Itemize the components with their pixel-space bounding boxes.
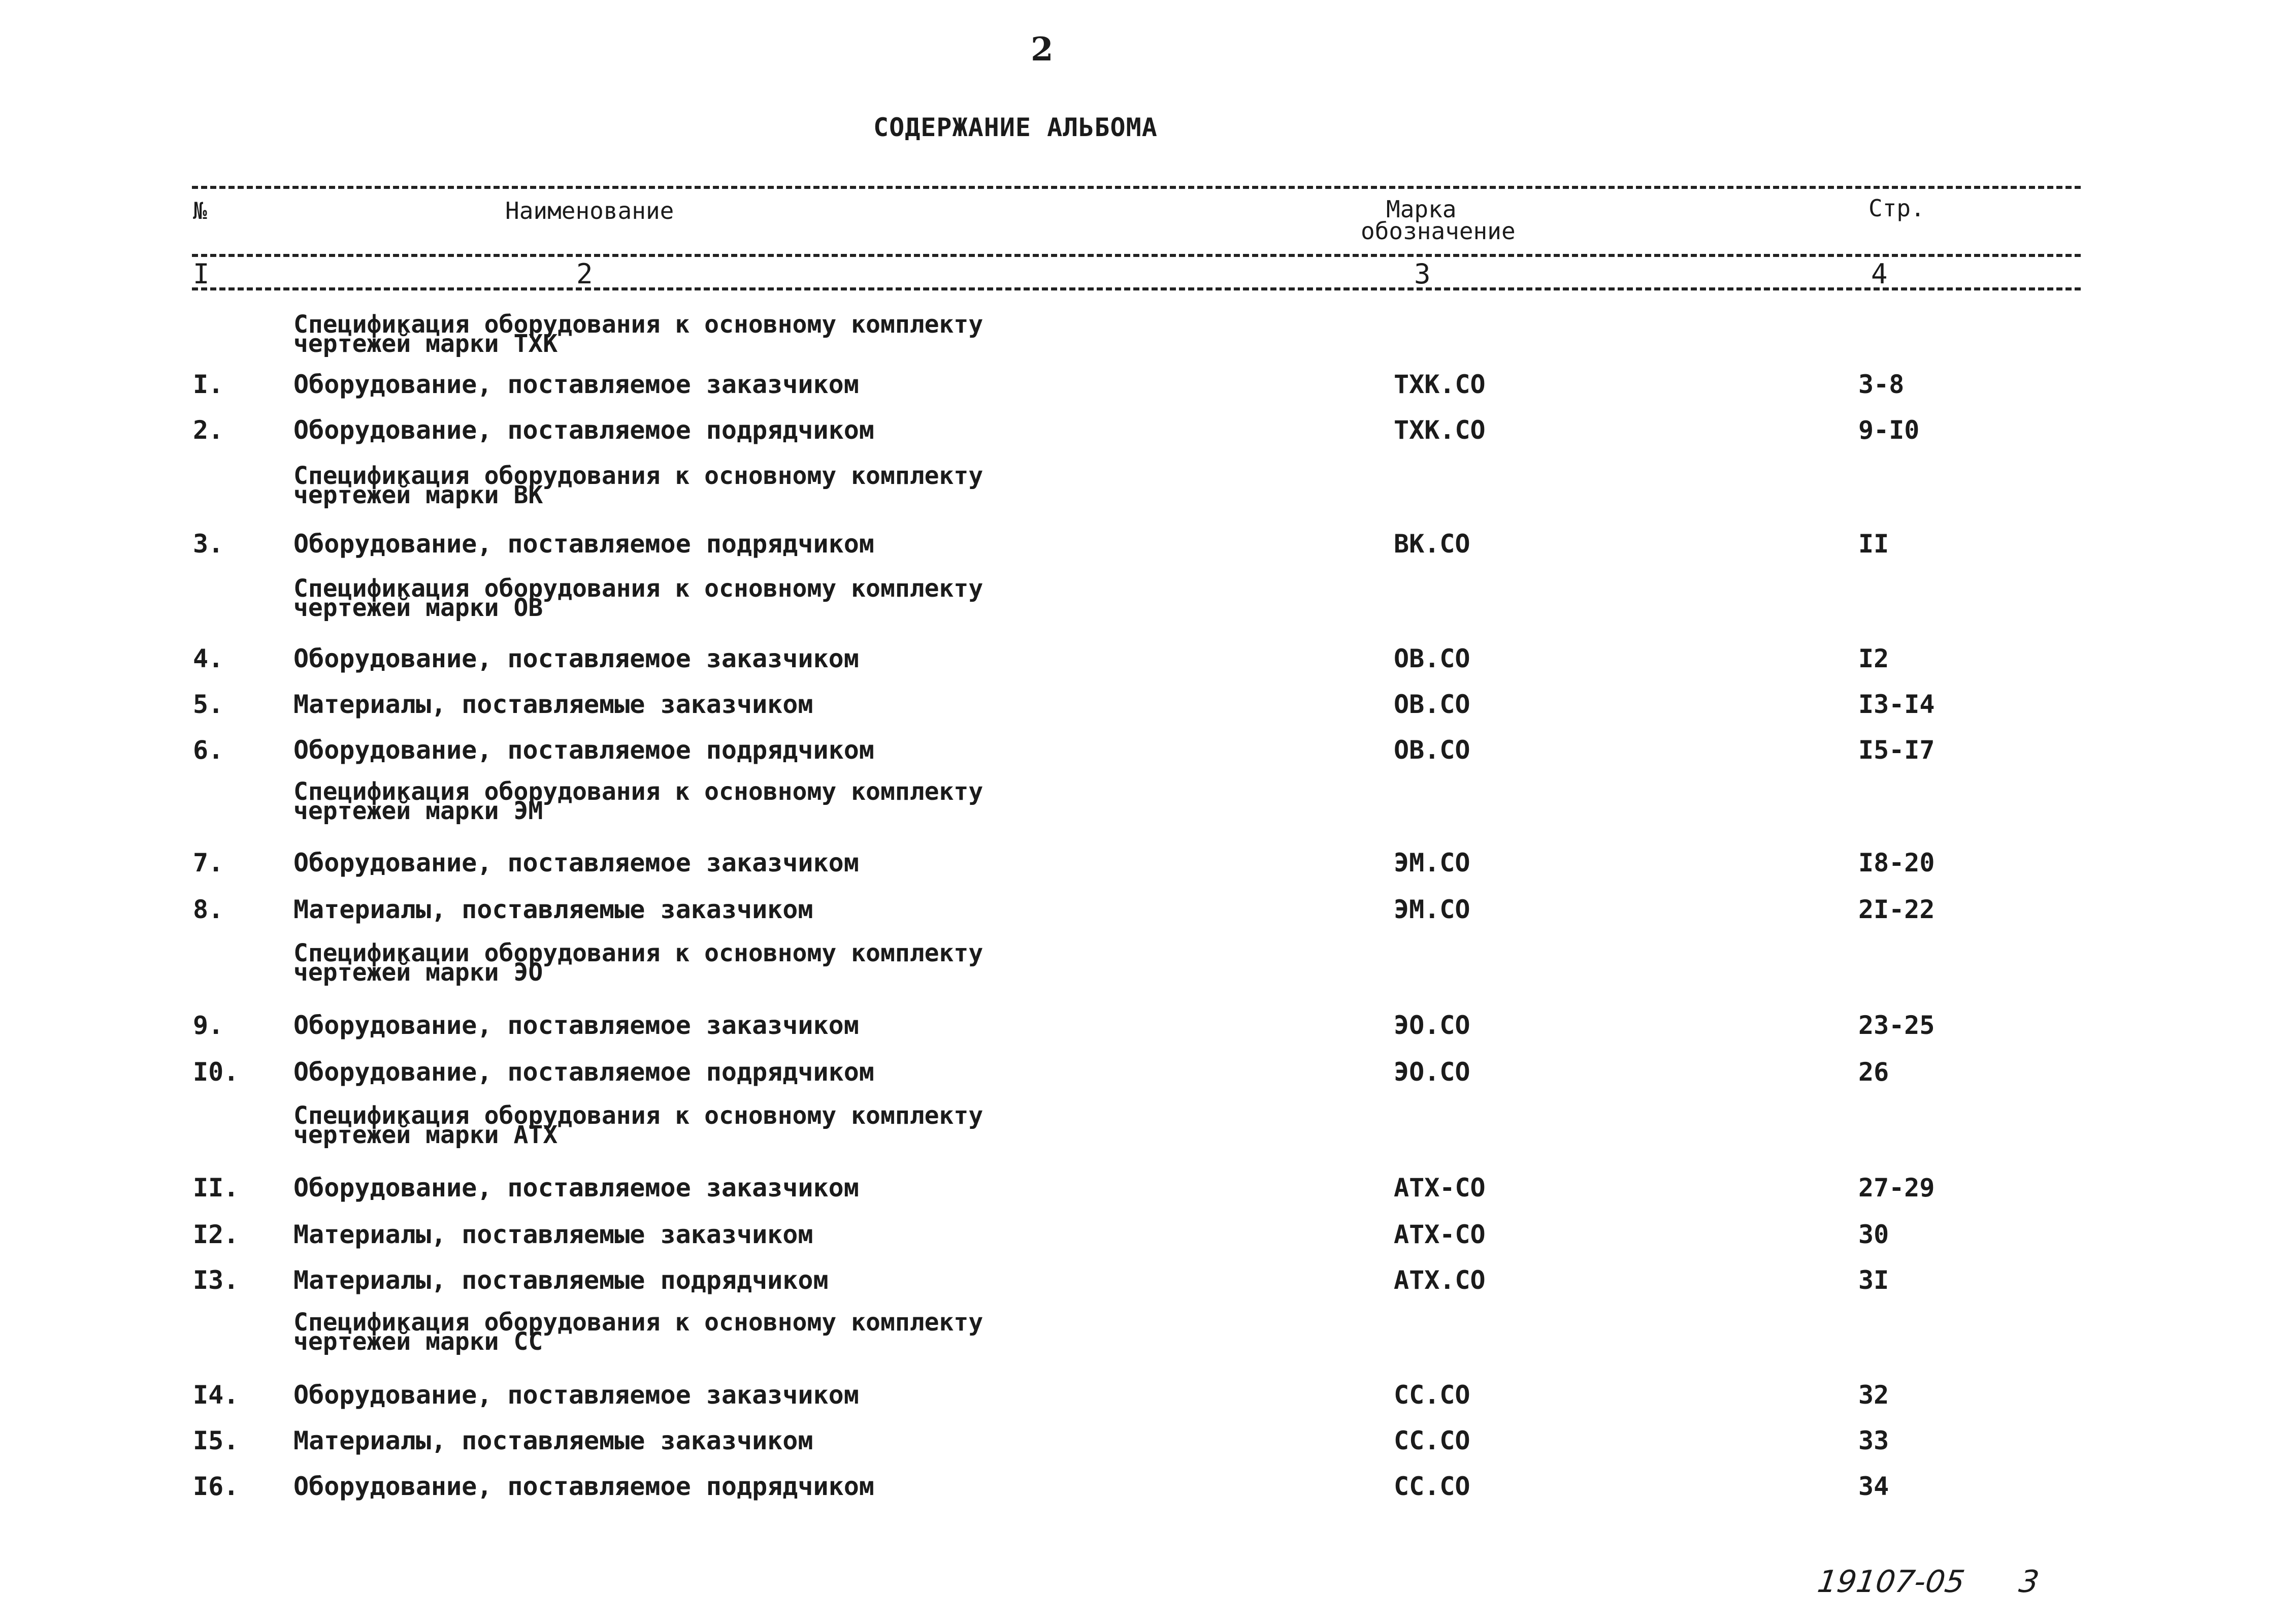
row-name: Материалы, поставляемые подрядчиком xyxy=(293,1265,829,1295)
header-mid-rule xyxy=(192,254,2081,257)
column-number-1: I xyxy=(193,258,210,290)
row-number: 7. xyxy=(193,848,224,878)
row-name: Материалы, поставляемые заказчиком xyxy=(293,1220,813,1249)
row-name: Материалы, поставляемые заказчиком xyxy=(293,1426,813,1455)
row-mark: ОВ.СО xyxy=(1394,690,1470,719)
row-mark: АТХ.СО xyxy=(1394,1265,1486,1295)
row-mark: ЭО.СО xyxy=(1394,1057,1470,1087)
row-page: 34 xyxy=(1858,1472,1889,1501)
row-name: Оборудование, поставляемое заказчиком xyxy=(293,370,859,399)
row-name: Оборудование, поставляемое подрядчиком xyxy=(293,735,874,765)
row-mark: ВК.СО xyxy=(1394,529,1470,559)
row-number: I2. xyxy=(193,1220,239,1249)
row-page: 9-I0 xyxy=(1858,415,1920,445)
row-page: 30 xyxy=(1858,1220,1889,1249)
row-mark: СС.СО xyxy=(1394,1426,1470,1455)
row-page: 2I-22 xyxy=(1858,895,1935,924)
row-name: Оборудование, поставляемое заказчиком xyxy=(293,1173,859,1203)
row-mark: ТХК.СО xyxy=(1394,370,1486,399)
header-top-rule xyxy=(192,186,2081,189)
row-number: 3. xyxy=(193,529,224,559)
row-mark: СС.СО xyxy=(1394,1472,1470,1501)
header-page: Стр. xyxy=(1868,194,1925,222)
header-name: Наименование xyxy=(505,197,674,224)
header-mark-line2: обозначение xyxy=(1361,217,1516,245)
row-number: I0. xyxy=(193,1057,239,1087)
row-name: Материалы, поставляемые заказчиком xyxy=(293,690,813,719)
column-number-4: 4 xyxy=(1871,258,1888,290)
page-title: СОДЕРЖАНИЕ АЛЬБОМА xyxy=(873,113,1158,142)
header-mark-line1: Марка xyxy=(1386,196,1457,223)
row-mark: ЭМ.СО xyxy=(1394,895,1470,924)
row-number: I. xyxy=(193,370,224,399)
row-name: Оборудование, поставляемое подрядчиком xyxy=(293,415,874,445)
row-page: 26 xyxy=(1858,1057,1889,1087)
row-mark: ОВ.СО xyxy=(1394,644,1470,673)
document-code-line xyxy=(1815,1564,2041,1600)
section-heading: Спецификация оборудования к основному комплекту чертежей марки АТХ xyxy=(293,1101,983,1149)
row-page: I3-I4 xyxy=(1858,690,1935,719)
row-mark: СС.СО xyxy=(1394,1380,1470,1410)
section-heading: Спецификация оборудования к основному комплекту чертежей марки ТХК xyxy=(293,310,983,358)
row-number: I6. xyxy=(193,1472,239,1501)
row-number: I3. xyxy=(193,1265,239,1295)
section-heading: Спецификации оборудования к основному комплекту чертежей марки ЭО xyxy=(293,939,983,987)
row-page: I2 xyxy=(1858,644,1889,673)
row-page: 3I xyxy=(1858,1265,1889,1295)
sheet-number: 3 xyxy=(2017,1564,2042,1600)
page-number: 2 xyxy=(1031,30,1054,69)
row-name: Оборудование, поставляемое заказчиком xyxy=(293,1380,859,1410)
section-heading: Спецификация оборудования к основному комплекту чертежей марки ОВ xyxy=(293,574,983,622)
row-mark: АТХ-СО xyxy=(1394,1173,1486,1203)
row-name: Оборудование, поставляемое подрядчиком xyxy=(293,1057,874,1087)
row-page: 23-25 xyxy=(1858,1011,1935,1040)
row-number: I4. xyxy=(193,1380,239,1410)
row-page: I5-I7 xyxy=(1858,735,1935,765)
row-page: 33 xyxy=(1858,1426,1889,1455)
row-name: Оборудование, поставляемое заказчиком xyxy=(293,1011,859,1040)
row-number: 8. xyxy=(193,895,224,924)
row-page: I8-20 xyxy=(1858,848,1935,878)
row-page: 3-8 xyxy=(1858,370,1905,399)
section-heading: Спецификация оборудования к основному комплекту чертежей марки СС xyxy=(293,1308,983,1356)
row-number: 6. xyxy=(193,735,224,765)
row-number: 9. xyxy=(193,1011,224,1040)
row-number: I5. xyxy=(193,1426,239,1455)
row-name: Оборудование, поставляемое заказчиком xyxy=(293,644,859,673)
row-number: 2. xyxy=(193,415,224,445)
column-number-3: 3 xyxy=(1414,258,1431,290)
row-name: Оборудование, поставляемое заказчиком xyxy=(293,848,859,878)
row-mark: ЭО.СО xyxy=(1394,1011,1470,1040)
header-num: № xyxy=(193,197,207,224)
column-number-2: 2 xyxy=(576,258,593,290)
row-name: Оборудование, поставляемое подрядчиком xyxy=(293,1472,874,1501)
row-page: 27-29 xyxy=(1858,1173,1935,1203)
row-page: II xyxy=(1858,529,1889,559)
row-name: Оборудование, поставляемое подрядчиком xyxy=(293,529,874,559)
row-mark: АТХ-СО xyxy=(1394,1220,1486,1249)
section-heading: Спецификация оборудования к основному комплекту чертежей марки ВК xyxy=(293,462,983,509)
header-bottom-rule xyxy=(192,287,2081,290)
row-mark: ЭМ.СО xyxy=(1394,848,1470,878)
row-mark: ОВ.СО xyxy=(1394,735,1470,765)
row-number: 5. xyxy=(193,690,224,719)
document-code: 19107-05 xyxy=(1815,1564,1967,1600)
row-number: 4. xyxy=(193,644,224,673)
row-page: 32 xyxy=(1858,1380,1889,1410)
row-mark: ТХК.СО xyxy=(1394,415,1486,445)
section-heading: Спецификация оборудования к основному комплекту чертежей марки ЭМ xyxy=(293,777,983,825)
row-number: II. xyxy=(193,1173,239,1203)
row-name: Материалы, поставляемые заказчиком xyxy=(293,895,813,924)
